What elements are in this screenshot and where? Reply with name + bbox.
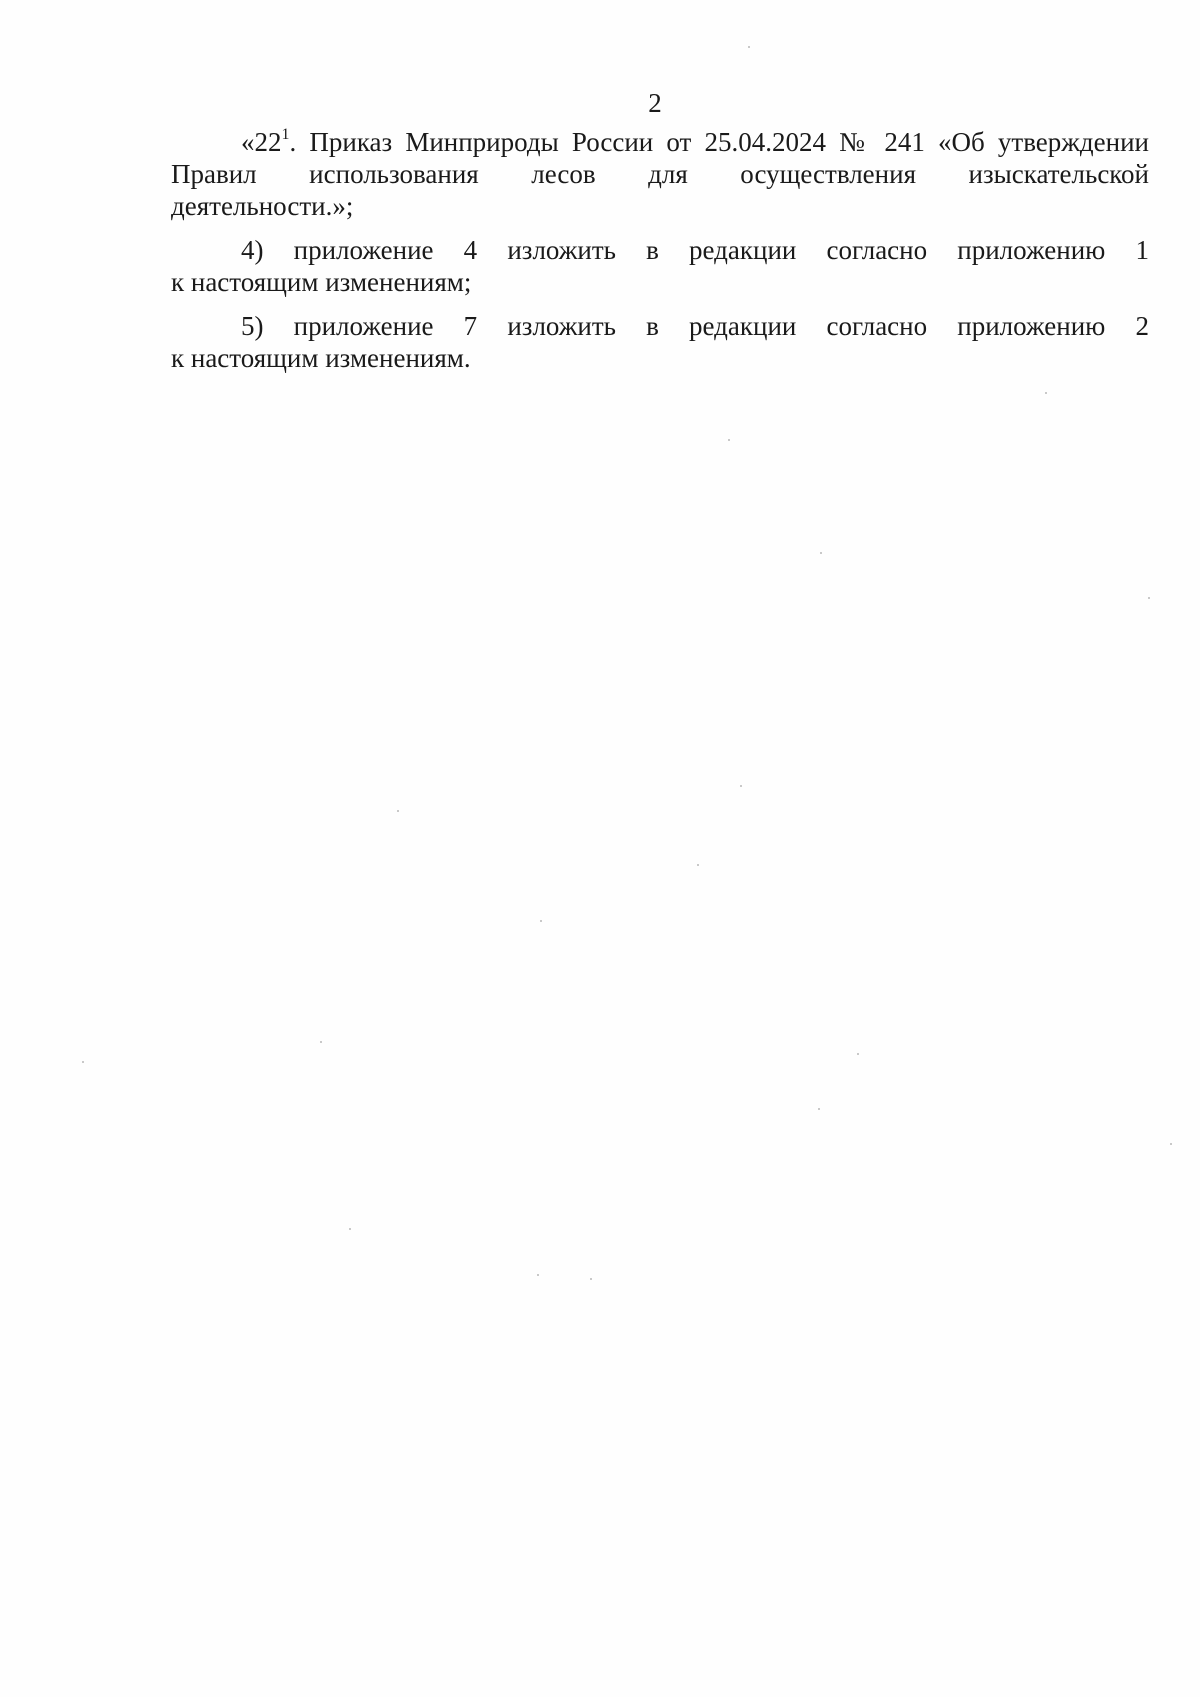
scan-speck (728, 439, 730, 441)
document-body (171, 126, 1149, 374)
scan-speck (537, 1274, 539, 1276)
scan-speck (1170, 1143, 1172, 1145)
scan-speck (349, 1228, 351, 1230)
scan-speck (82, 1061, 84, 1063)
paragraph-item-4 (171, 234, 1149, 298)
scan-speck (697, 864, 699, 866)
scan-speck (748, 46, 750, 48)
item-4-line2: к настоящим изменениям; (171, 267, 472, 297)
scan-speck (320, 1041, 322, 1043)
scan-speck (1148, 597, 1150, 599)
paragraph-line (171, 126, 1149, 158)
scan-speck (590, 1278, 592, 1280)
item-22-1-line3: деятельности.»; (171, 191, 354, 221)
scan-speck (397, 810, 399, 812)
paragraph-item-22-1 (171, 126, 1149, 222)
item-22-1-line2: Правил использования лесов для осуществления изыскательской (171, 159, 1149, 189)
scan-speck (540, 920, 542, 922)
paragraph-item-5 (171, 310, 1149, 374)
scan-speck (1045, 392, 1047, 394)
scan-speck (820, 552, 822, 554)
scan-speck (857, 1053, 859, 1055)
item-5-line1: 5) приложение 7 изложить в редакции согласно приложению 2 (241, 311, 1149, 341)
item-4-line1: 4) приложение 4 изложить в редакции согласно приложению 1 (241, 235, 1149, 265)
item-22-1-superscript: 1 (281, 126, 290, 143)
item-22-1-line1-rest: . Приказ Минприроды России от 25.04.2024 № 241 «Об утверждении (289, 127, 1149, 157)
scan-speck (818, 1108, 820, 1110)
item-22-1-prefix: «22 (241, 127, 282, 157)
page-number: 2 (648, 88, 662, 118)
scan-speck (740, 785, 742, 787)
item-5-line2: к настоящим изменениям. (171, 343, 471, 373)
